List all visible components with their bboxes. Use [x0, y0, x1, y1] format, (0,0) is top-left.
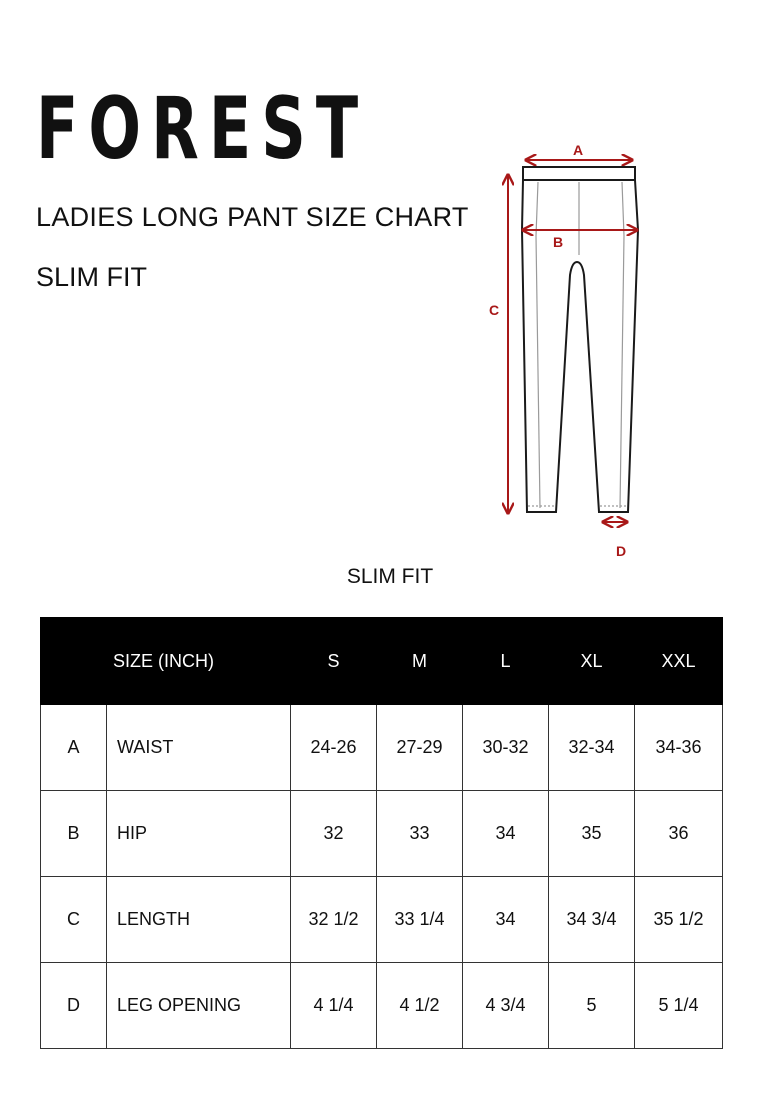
label-a: A	[573, 142, 584, 158]
table-cell: 32-34	[549, 705, 635, 791]
table-cell: 5 1/4	[635, 963, 723, 1049]
table-row	[41, 791, 723, 877]
label-d: D	[616, 543, 627, 559]
row-code: B	[41, 791, 107, 877]
table-cell: 4 1/4	[291, 963, 377, 1049]
table-cell: 33 1/4	[377, 877, 463, 963]
fit-label: SLIM FIT	[36, 262, 148, 292]
table-cell: 36	[635, 791, 723, 877]
table-row	[41, 877, 723, 963]
table-cell: 32	[291, 791, 377, 877]
table-cell: 34	[463, 877, 549, 963]
table-cell: 32 1/2	[291, 877, 377, 963]
size-table	[40, 617, 723, 1049]
table-header-row	[41, 618, 723, 705]
table-cell: 34 3/4	[549, 877, 635, 963]
size-header: M	[377, 618, 463, 705]
row-label: LEG OPENING	[107, 963, 291, 1049]
table-row	[41, 705, 723, 791]
table-cell: 34	[463, 791, 549, 877]
table-cell: 35	[549, 791, 635, 877]
row-code: A	[41, 705, 107, 791]
size-unit-header: SIZE (INCH)	[41, 618, 291, 705]
size-header: L	[463, 618, 549, 705]
chart-subtitle: LADIES LONG PANT SIZE CHART	[36, 202, 469, 232]
label-b: B	[553, 234, 564, 250]
table-row	[41, 963, 723, 1049]
table-cell: 27-29	[377, 705, 463, 791]
table-cell: 4 1/2	[377, 963, 463, 1049]
table-cell: 24-26	[291, 705, 377, 791]
table-caption: SLIM FIT	[346, 565, 434, 588]
table-cell: 33	[377, 791, 463, 877]
row-code: C	[41, 877, 107, 963]
size-header: XL	[549, 618, 635, 705]
row-label: HIP	[107, 791, 291, 877]
table-cell: 4 3/4	[463, 963, 549, 1049]
table-cell: 34-36	[635, 705, 723, 791]
pant-diagram	[480, 140, 660, 570]
brand-logo: FOREST	[36, 79, 369, 179]
table-cell: 30-32	[463, 705, 549, 791]
label-c: C	[489, 302, 500, 318]
size-header: XXL	[635, 618, 723, 705]
row-label: WAIST	[107, 705, 291, 791]
size-header: S	[291, 618, 377, 705]
table-cell: 5	[549, 963, 635, 1049]
table-cell: 35 1/2	[635, 877, 723, 963]
row-label: LENGTH	[107, 877, 291, 963]
row-code: D	[41, 963, 107, 1049]
